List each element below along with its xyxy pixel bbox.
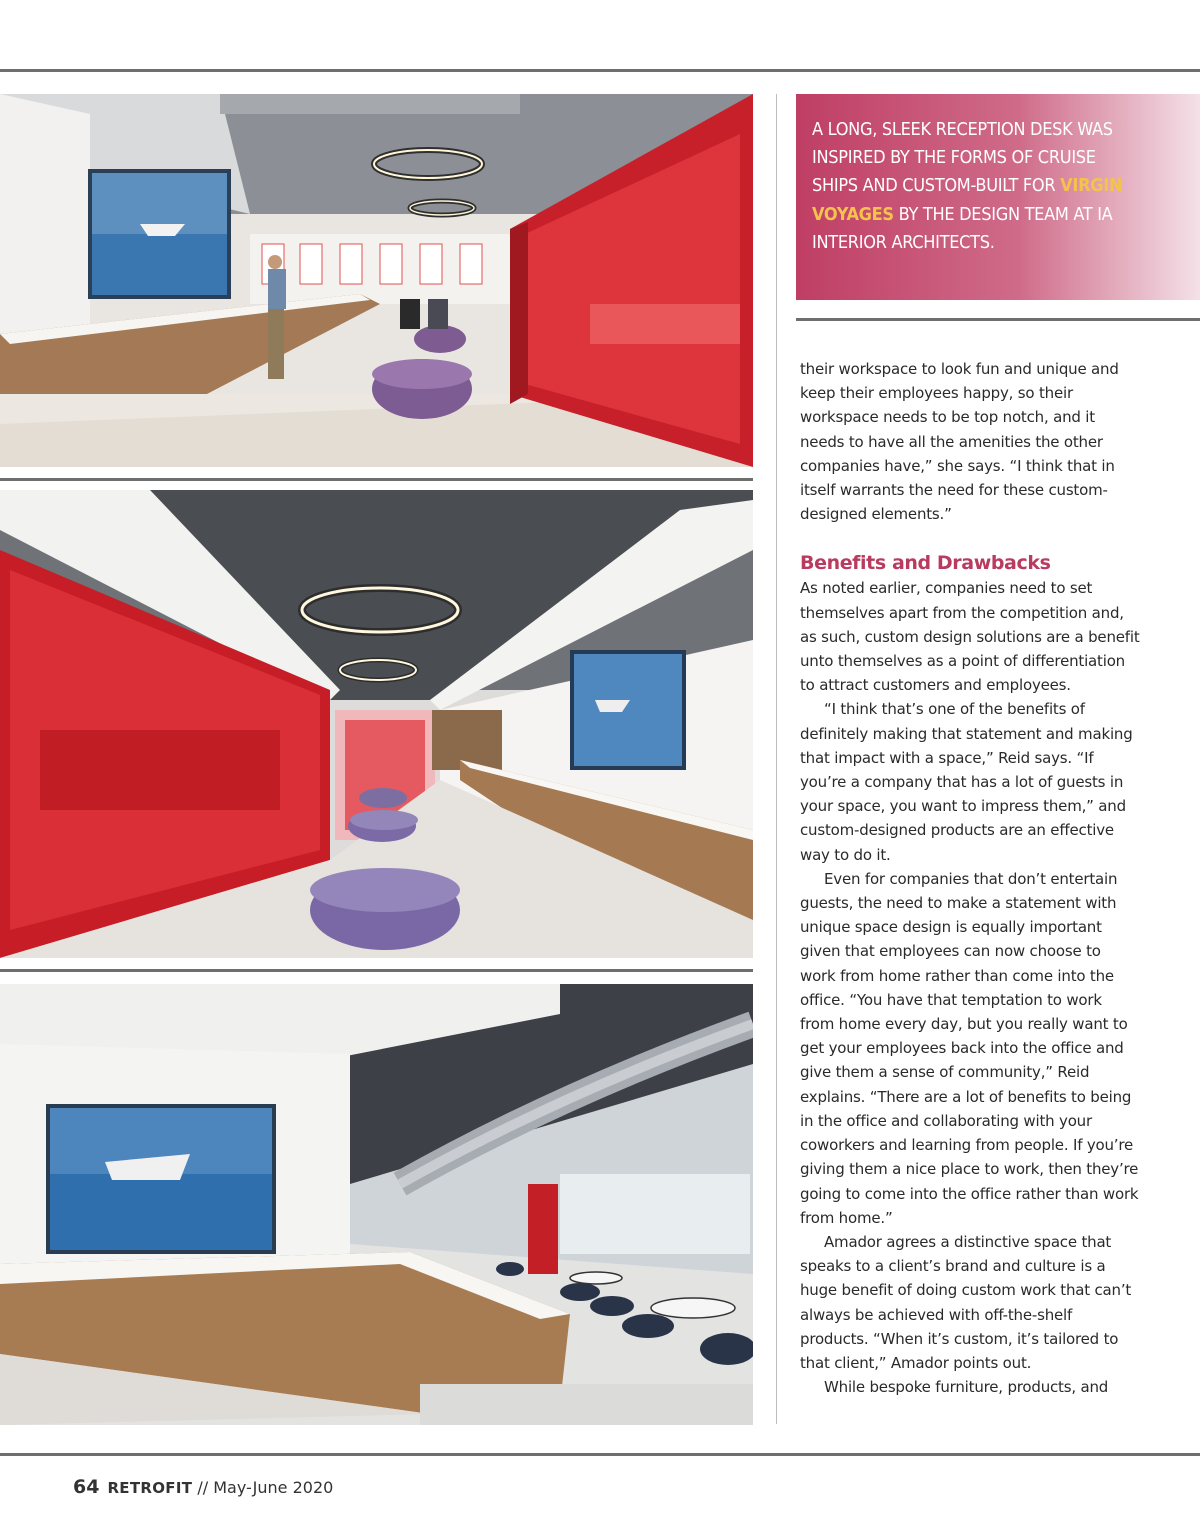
article-column bbox=[800, 357, 1140, 1399]
caption-text-before: A LONG, SLEEK RECEPTION DESK WAS INSPIRED BY THE FORMS OF CRUISE SHIPS AND CUSTOM-BUILT FOR bbox=[812, 119, 1113, 197]
magazine-name: RETROFIT bbox=[107, 1479, 193, 1497]
photo-divider-2 bbox=[0, 969, 753, 972]
page-footer bbox=[73, 1476, 333, 1498]
top-rule bbox=[0, 69, 1200, 72]
article-paragraph: Amador agrees a distinctive space that speaks to a client’s brand and culture is a huge benefit of doing custom work that can’t always be achieved with off-the-shelf products. “When it’s custom, it’s tailored to that client,” Amador points out. bbox=[800, 1232, 1132, 1372]
caption-text bbox=[812, 116, 1142, 257]
photo-lounge bbox=[0, 984, 753, 1425]
caption-text-after: BY THE DESIGN TEAM AT IA INTERIOR ARCHITECTS. bbox=[812, 203, 1113, 253]
article-paragraph: their workspace to look fun and unique and keep their employees happy, so their workspace needs to be top notch, and it needs to have all the amenities the other companies have,” she says. “I think that in itself warrants the need for these custom-designed elements.” bbox=[800, 360, 1119, 524]
bottom-rule bbox=[0, 1453, 1200, 1456]
callout-rule bbox=[796, 318, 1200, 321]
article-paragraph: While bespoke furniture, products, and bbox=[824, 1378, 1109, 1397]
footer-separator: // bbox=[192, 1478, 214, 1497]
photo-caption-callout bbox=[796, 94, 1200, 300]
section-heading: Benefits and Drawbacks bbox=[800, 552, 1051, 575]
column-divider bbox=[776, 94, 777, 1424]
photo-red-corridor bbox=[0, 490, 753, 958]
article-paragraph: As noted earlier, companies need to set themselves apart from the competition and, as such, custom design solutions are a benefit unto themselves as a point of differentiation to attract customers and employees. bbox=[800, 579, 1140, 695]
page-number: 64 bbox=[73, 1476, 100, 1498]
photo-reception-desk bbox=[0, 94, 753, 467]
caption-highlight: VIRGIN VOYAGES bbox=[812, 175, 1123, 225]
article-paragraph: Even for companies that don’t entertain guests, the need to make a statement with unique space design is equally important given that employees can now choose to work from home rather than come into the office. “You have that temptation to work from home every day, but you really want to get your employees back into the office and give them a sense of community,” Reid explains. “There are a lot of benefits to being in the office and collaborating with your coworkers and learning from people. If you’re giving them a nice place to work, then they’re going to come into the office rather than work from home.” bbox=[800, 869, 1139, 1227]
photo-divider-1 bbox=[0, 478, 753, 481]
issue-date: May-June 2020 bbox=[213, 1478, 334, 1497]
article-paragraph: “I think that’s one of the benefits of definitely making that statement and making that impact with a space,” Reid says. “If you’re a company that has a lot of guests in your space, you want to impress them,” and custom-designed products are an effective way to do it. bbox=[800, 700, 1133, 864]
